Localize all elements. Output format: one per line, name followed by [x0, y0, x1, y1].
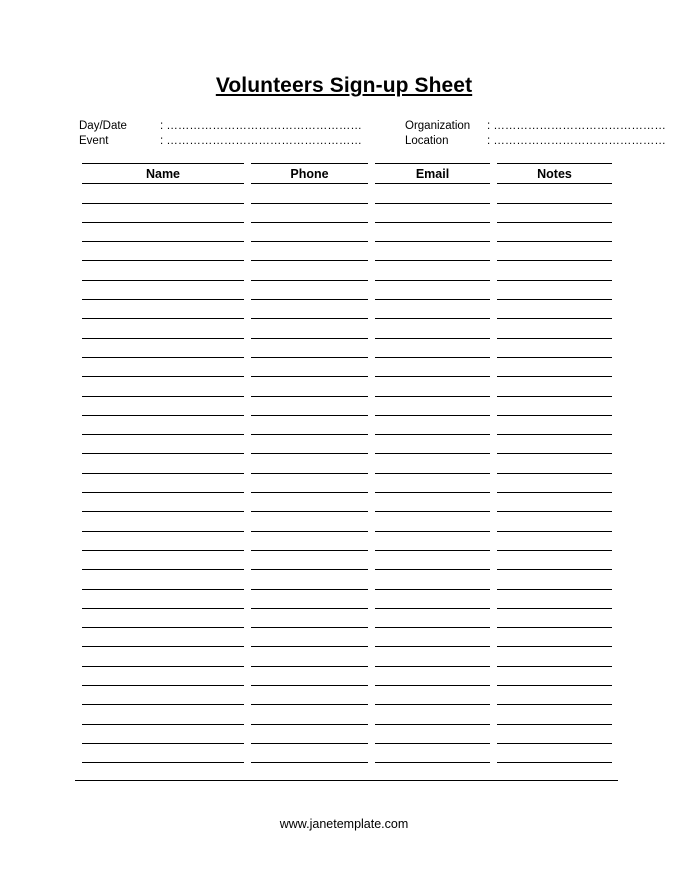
signup-line[interactable] [82, 299, 244, 300]
signup-line[interactable] [497, 511, 612, 512]
signup-line[interactable] [375, 338, 490, 339]
signup-line[interactable] [82, 627, 244, 628]
signup-line[interactable] [497, 743, 612, 744]
signup-line[interactable] [82, 396, 244, 397]
signup-line[interactable] [251, 318, 368, 319]
signup-line[interactable] [82, 646, 244, 647]
signup-line[interactable] [375, 666, 490, 667]
signup-line[interactable] [497, 396, 612, 397]
signup-line[interactable] [82, 666, 244, 667]
location-value[interactable]: : ……………………………………… [487, 135, 666, 147]
signup-line[interactable] [375, 743, 490, 744]
column-header-notes: Notes [537, 167, 572, 181]
signup-line[interactable] [82, 492, 244, 493]
signup-line[interactable] [251, 473, 368, 474]
signup-line[interactable] [375, 589, 490, 590]
location-label: Location [405, 135, 449, 147]
signup-line[interactable] [82, 318, 244, 319]
signup-line[interactable] [497, 299, 612, 300]
signup-line[interactable] [251, 743, 368, 744]
signup-line[interactable] [251, 762, 368, 763]
signup-line[interactable] [251, 434, 368, 435]
signup-line[interactable] [251, 299, 368, 300]
header-rule [497, 183, 612, 184]
signup-line[interactable] [82, 569, 244, 570]
signup-line[interactable] [375, 473, 490, 474]
signup-line[interactable] [251, 338, 368, 339]
signup-line[interactable] [375, 511, 490, 512]
signup-line[interactable] [375, 569, 490, 570]
signup-line[interactable] [251, 492, 368, 493]
signup-line[interactable] [375, 724, 490, 725]
signup-line[interactable] [497, 724, 612, 725]
signup-line[interactable] [82, 685, 244, 686]
signup-line[interactable] [497, 338, 612, 339]
signup-line[interactable] [251, 608, 368, 609]
signup-line[interactable] [251, 646, 368, 647]
signup-line[interactable] [375, 415, 490, 416]
signup-line[interactable] [375, 318, 490, 319]
signup-line[interactable] [497, 627, 612, 628]
header-rule [251, 183, 368, 184]
signup-line[interactable] [497, 203, 612, 204]
signup-line[interactable] [497, 646, 612, 647]
signup-line[interactable] [82, 222, 244, 223]
signup-line[interactable] [251, 704, 368, 705]
signup-line[interactable] [497, 550, 612, 551]
signup-line[interactable] [82, 531, 244, 532]
signup-line[interactable] [375, 762, 490, 763]
signup-line[interactable] [82, 376, 244, 377]
signup-line[interactable] [375, 550, 490, 551]
event-value[interactable]: : …………………………………………… [160, 135, 362, 147]
signup-line[interactable] [497, 704, 612, 705]
signup-line[interactable] [375, 704, 490, 705]
signup-line[interactable] [251, 511, 368, 512]
signup-line[interactable] [251, 531, 368, 532]
signup-line[interactable] [497, 222, 612, 223]
signup-line[interactable] [251, 260, 368, 261]
column-header-phone: Phone [290, 167, 329, 181]
signup-line[interactable] [497, 492, 612, 493]
signup-line[interactable] [251, 666, 368, 667]
day-date-label: Day/Date [79, 120, 127, 132]
signup-line[interactable] [375, 492, 490, 493]
signup-line[interactable] [375, 376, 490, 377]
header-rule [82, 183, 244, 184]
signup-line[interactable] [375, 453, 490, 454]
signup-line[interactable] [497, 666, 612, 667]
signup-line[interactable] [82, 415, 244, 416]
signup-line[interactable] [251, 550, 368, 551]
signup-line[interactable] [497, 280, 612, 281]
signup-line[interactable] [375, 241, 490, 242]
signup-line[interactable] [82, 203, 244, 204]
signup-line[interactable] [375, 357, 490, 358]
signup-line[interactable] [82, 338, 244, 339]
signup-line[interactable] [497, 376, 612, 377]
signup-line[interactable] [375, 685, 490, 686]
signup-line[interactable] [251, 415, 368, 416]
signup-line[interactable] [251, 396, 368, 397]
signup-line[interactable] [375, 646, 490, 647]
signup-line[interactable] [497, 318, 612, 319]
signup-line[interactable] [251, 589, 368, 590]
signup-line[interactable] [82, 608, 244, 609]
signup-line[interactable] [251, 222, 368, 223]
day-date-value[interactable]: : …………………………………………… [160, 120, 362, 132]
signup-line[interactable] [82, 511, 244, 512]
signup-line[interactable] [251, 569, 368, 570]
organization-label: Organization [405, 120, 471, 132]
bottom-divider [75, 780, 618, 781]
signup-line[interactable] [497, 608, 612, 609]
signup-line[interactable] [251, 280, 368, 281]
signup-line[interactable] [375, 608, 490, 609]
signup-line[interactable] [251, 376, 368, 377]
signup-line[interactable] [82, 473, 244, 474]
signup-line[interactable] [375, 627, 490, 628]
signup-line[interactable] [82, 241, 244, 242]
signup-line[interactable] [497, 589, 612, 590]
page-title: Volunteers Sign-up Sheet [215, 74, 473, 97]
header-rule [82, 163, 244, 164]
signup-line[interactable] [497, 569, 612, 570]
header-rule [497, 163, 612, 164]
signup-line[interactable] [251, 357, 368, 358]
signup-line[interactable] [251, 241, 368, 242]
signup-line[interactable] [251, 685, 368, 686]
signup-line[interactable] [251, 627, 368, 628]
event-label: Event [79, 135, 109, 147]
signup-line[interactable] [375, 531, 490, 532]
signup-line[interactable] [375, 280, 490, 281]
column-header-email: Email [415, 167, 450, 181]
signup-line[interactable] [497, 241, 612, 242]
signup-line[interactable] [82, 453, 244, 454]
signup-line[interactable] [497, 434, 612, 435]
header-rule [375, 183, 490, 184]
signup-line[interactable] [375, 299, 490, 300]
signup-line[interactable] [82, 280, 244, 281]
signup-line[interactable] [497, 685, 612, 686]
header-rule [375, 163, 490, 164]
signup-line[interactable] [251, 453, 368, 454]
signup-line[interactable] [497, 531, 612, 532]
signup-line[interactable] [82, 762, 244, 763]
signup-line[interactable] [251, 203, 368, 204]
signup-line[interactable] [82, 357, 244, 358]
signup-line[interactable] [497, 473, 612, 474]
signup-line[interactable] [82, 724, 244, 725]
signup-line[interactable] [375, 203, 490, 204]
footer-url[interactable]: www.janetemplate.com [279, 817, 409, 831]
signup-line[interactable] [375, 260, 490, 261]
signup-line[interactable] [497, 415, 612, 416]
signup-line[interactable] [497, 260, 612, 261]
signup-line[interactable] [375, 396, 490, 397]
signup-line[interactable] [82, 704, 244, 705]
signup-line[interactable] [82, 434, 244, 435]
organization-value[interactable]: : ……………………………………… [487, 120, 666, 132]
signup-line[interactable] [375, 434, 490, 435]
signup-line[interactable] [497, 453, 612, 454]
signup-line[interactable] [251, 724, 368, 725]
signup-line[interactable] [82, 589, 244, 590]
column-header-name: Name [145, 167, 181, 181]
signup-line[interactable] [497, 762, 612, 763]
signup-line[interactable] [82, 743, 244, 744]
signup-line[interactable] [82, 260, 244, 261]
signup-line[interactable] [375, 222, 490, 223]
header-rule [251, 163, 368, 164]
signup-line[interactable] [497, 357, 612, 358]
signup-line[interactable] [82, 550, 244, 551]
